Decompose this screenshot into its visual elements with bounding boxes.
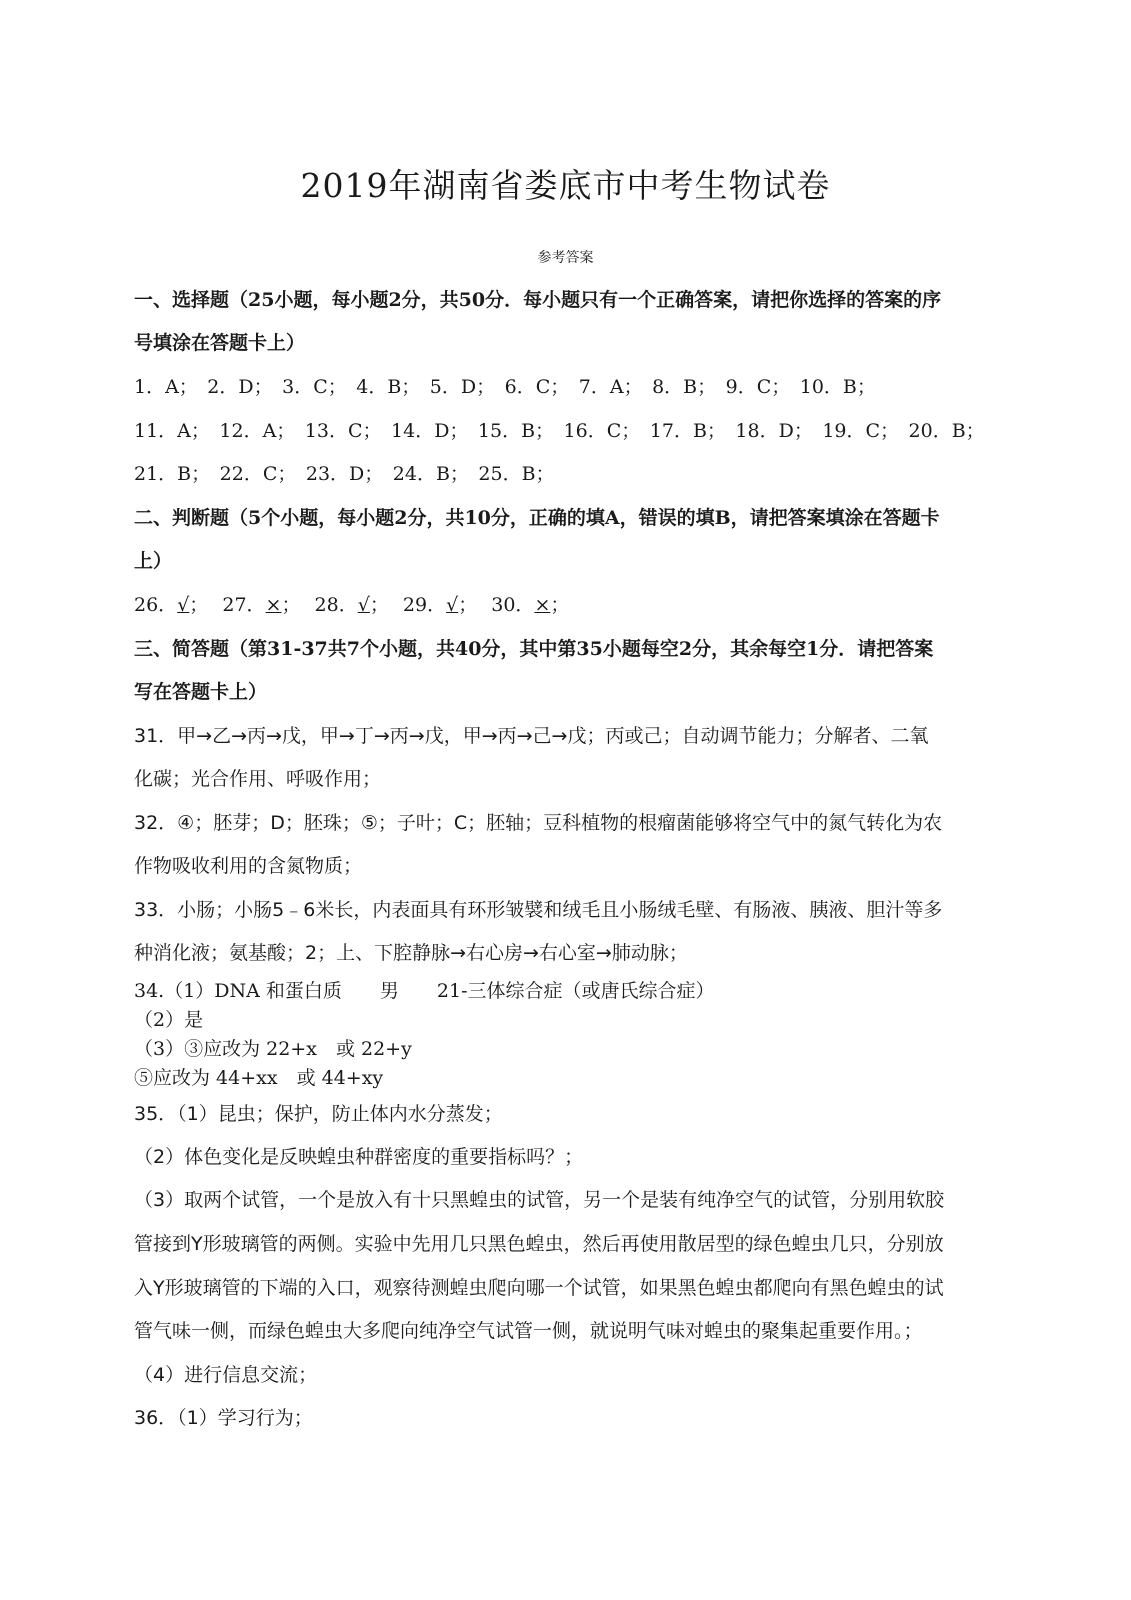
q34-line3: （3）③应改为 22+x 或 22+y [134,1038,412,1060]
section1-answers-row3: 21．B； 22．C； 23．D； 24．B； 25．B； [134,463,555,485]
q34-line4: ⑤应改为 44+xx 或 44+xy [134,1067,384,1089]
q35-line1: 35．（1）昆虫；保护，防止体内水分蒸发； [134,1103,503,1125]
section1-heading-line2: 号填涂在答题卡上） [134,332,306,354]
check-mark: √ [177,594,190,616]
cross-mark: × [265,594,282,616]
section1-answers-row1: 1．A； 2．D； 3．C； 4．B； 5．D； 6．C； 7．A； 8．B； 9．C； 10．B； [134,376,876,398]
section3-heading-line2: 写在答题卡上） [134,681,268,703]
section3-heading-line1: 三、简答题（第31-37共7个小题，共40分，其中第35小题每空2分，其余每空1分．请把答案 [134,638,934,660]
q32-line2: 作物吸收利用的含氮物质； [134,855,363,877]
q32-line1: 32．④；胚芽；D；胚珠；⑤；子叶；C；胚轴；豆科植物的根瘤菌能够将空气中的氮气转化为农 [134,812,943,834]
judge-item: 29．√； [402,594,478,616]
page-subtitle: 参考答案 [537,250,594,266]
section1-answers-row2: 11．A； 12．A； 13．C； 14．D； 15．B； 16．C； 17．B； 18．D； 19．C； 20．B； [134,420,985,442]
q31-line1: 31．甲→乙→丙→戊，甲→丁→丙→戊，甲→丙→己→戊；丙或己；自动调节能力；分解者、二氧 [134,725,929,747]
judge-item: 30．×； [491,594,570,616]
q33-line2: 种消化液；氨基酸；2；上、下腔静脉→右心房→右心室→肺动脉； [134,942,688,964]
check-mark: √ [357,594,370,616]
q35-line7: （4）进行信息交流； [134,1364,318,1386]
q35-line5: 入Y形玻璃管的下端的入口，观察待测蝗虫爬向哪一个试管，如果黑色蝗虫都爬向有黑色蝗虫的试 [134,1277,944,1299]
judge-item: 28．√； [314,594,389,616]
section2-heading-line2: 上） [134,550,173,572]
q31-line2: 化碳；光合作用、呼吸作用； [134,768,382,790]
q35-line3: （3）取两个试管，一个是放入有十只黑蝗虫的试管，另一个是装有纯净空气的试管，分别用软胶 [134,1189,945,1211]
q35-line4: 管接到Y形玻璃管的两侧。实验中先用几只黑色蝗虫，然后再使用散居型的绿色蝗虫几只，分别放 [134,1233,944,1255]
q36-line1: 36．（1）学习行为； [134,1407,313,1429]
q35-line6: 管气味一侧，而绿色蝗虫大多爬向纯净空气试管一侧，就说明气味对蝗虫的聚集起重要作用。； [134,1320,923,1342]
section2-heading-line1: 二、判断题（5个小题，每小题2分，共10分，正确的填A，错误的填B，请把答案填涂在答题卡 [134,507,940,529]
page-title: 2019年湖南省娄底市中考生物试卷 [300,166,831,205]
judge-item: 26．√； [134,594,209,616]
q35-line2: （2）体色变化是反映蝗虫种群密度的重要指标吗？； [134,1146,584,1168]
q33-line1: 33．小肠；小肠5﹣6米长，内表面具有环形皱襞和绒毛且小肠绒毛壁、有肠液、胰液、胆汁等多 [134,899,943,921]
judge-item: 27．×； [222,594,301,616]
q34-line1: 34.（1）DNA 和蛋白质 男 21-三体综合症（或唐氏综合症） [134,980,715,1002]
section2-answers-row [134,592,569,618]
section1-heading-line1: 一、选择题（25小题，每小题2分，共50分．每小题只有一个正确答案，请把你选择的答案的序 [134,289,942,311]
check-mark: √ [446,594,459,616]
cross-mark: × [534,594,551,616]
q34-line2: （2）是 [134,1009,204,1031]
